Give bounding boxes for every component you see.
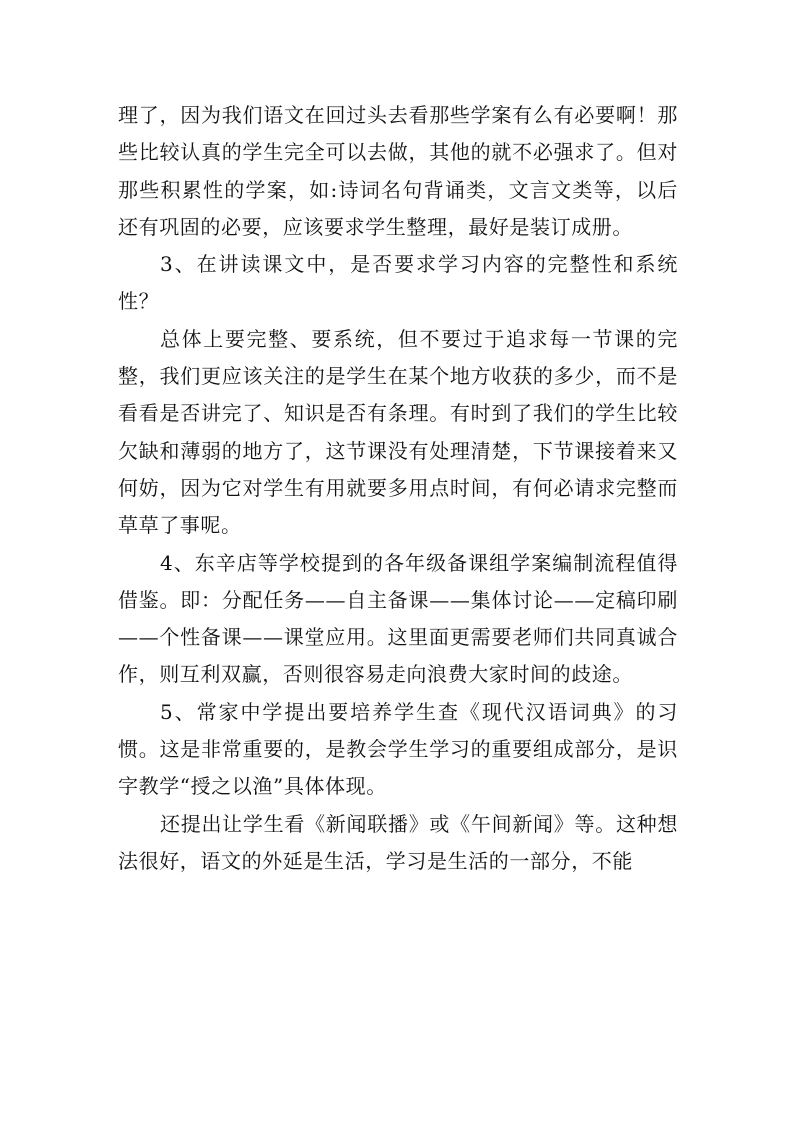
paragraph-5: 5、常家中学提出要培养学生查《现代汉语词典》的习惯。这是非常重要的，是教会学生学习的重要组成部分，是识字教学“授之以渔”具体体现。: [118, 699, 678, 799]
paragraph-4: 4、东辛店等学校提到的各年级备课组学案编制流程值得借鉴。即：分配任务——自主备课——集体讨论——定稿印刷——个性备课——课堂应用。这里面更需要老师们共同真诚合作，则互利双赢，否则很容易走向浪费大家时间的歧途。: [118, 550, 678, 687]
paragraph-1: 理了，因为我们语文在回过头去看那些学案有么有必要啊！那些比较认真的学生完全可以去做，其他的就不必强求了。但对那些积累性的学案，如:诗词名句背诵类，文言文类等，以后还有巩固的必要，应该要求学生整理，最好是装订成册。: [118, 103, 678, 239]
paragraph-2: 3、在讲读课文中，是否要求学习内容的完整性和系统性？: [118, 252, 678, 314]
body-text: [118, 97, 678, 880]
paragraph-3: 总体上要完整、要系统，但不要过于追求每一节课的完整，我们更应该关注的是学生在某个地方收获的多少，而不是看看是否讲完了、知识是否有条理。有时到了我们的学生比较欠缺和薄弱的地方了，这节课没有处理清楚，下节课接着来又何妨，因为它对学生有用就要多用点时间，有何必请求完整而草草了事呢。: [118, 326, 678, 538]
paragraph-6: 还提出让学生看《新闻联播》或《午间新闻》等。这种想法很好，语文的外延是生活，学习是生活的一部分，不能: [118, 811, 678, 873]
